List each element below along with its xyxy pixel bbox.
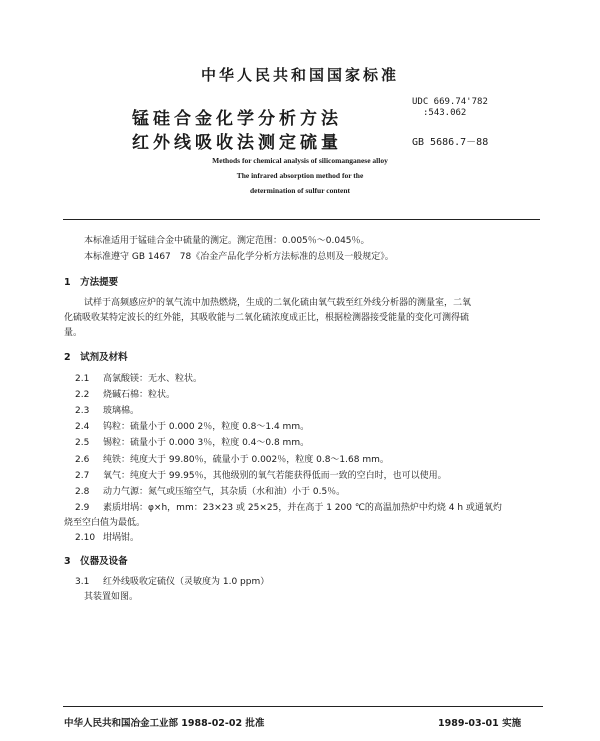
list-item xyxy=(75,531,139,545)
item-number: 2.2 xyxy=(75,390,90,400)
list-item xyxy=(75,469,447,483)
item-number: 2.6 xyxy=(75,455,90,465)
item-text: 锡粒：硫量小于 0.000 3％，粒度 0.4～0.8 mm。 xyxy=(103,438,310,448)
list-item xyxy=(75,575,269,589)
udc-code-line-1: UDC 669.74'782 xyxy=(412,97,488,107)
section-3-line-2: 其装置如图。 xyxy=(84,592,139,602)
list-item xyxy=(75,436,309,450)
gb-number: GB 5686.7－88 xyxy=(412,137,489,148)
standard-name: 中华人民共和国国家标准 xyxy=(200,66,399,84)
item-text: 红外线吸收定硫仪（灵敏度为 1.0 ppm） xyxy=(103,577,270,587)
list-item xyxy=(75,404,139,418)
title-line-2: 红外线吸收法测定硫量 xyxy=(132,133,342,153)
item-number: 2.8 xyxy=(75,487,90,497)
intro-paragraph-1: 本标准适用于锰硅合金中硫量的测定。测定范围：0.005％～0.045％。 xyxy=(84,236,370,246)
item-number: 2.1 xyxy=(75,374,90,384)
item-number: 2.7 xyxy=(75,471,90,481)
list-item xyxy=(75,501,502,515)
udc-code-line-2: :543.062 xyxy=(423,108,467,118)
item-text: 动力气源：氮气或压缩空气，其杂质（水和油）小于 0.5％。 xyxy=(103,487,346,497)
item-text: 坩埚钳。 xyxy=(103,533,140,543)
english-title-line-2: The infrared absorption method for the xyxy=(236,171,364,180)
section-2-heading: 2 试剂及材料 xyxy=(64,352,128,363)
item-text: 玻璃棉。 xyxy=(103,406,140,416)
english-title-line-3: determination of sulfur content xyxy=(249,186,351,195)
item-number: 2.5 xyxy=(75,438,90,448)
footer-divider xyxy=(63,706,543,707)
item-text: 纯铁：纯度大于 99.80％，硫量小于 0.002％，粒度 0.8～1.68 mm。 xyxy=(103,455,389,465)
implementation-date: 1989-03-01 实施 xyxy=(438,718,522,729)
intro-paragraph-2: 本标准遵守 GB 1467 78《冶金产品化学分析方法标准的总则及一般规定》。 xyxy=(84,252,394,262)
section-1-line-2: 化硫吸收某特定波长的红外能，其吸收能与二氧化硫浓度成正比，根据检测器接受能量的变化可测得硫 xyxy=(64,313,470,323)
item-number: 2.3 xyxy=(75,406,90,416)
item-text: 钨粒：硫量小于 0.000 2％，粒度 0.8～1.4 mm。 xyxy=(103,422,310,432)
item-text: 高氯酸镁：无水、粒状。 xyxy=(103,374,203,384)
item-text: 素质坩埚：φ×h，mm：23×23 或 25×25，并在高于 1 200 ℃的高温加热炉中灼烧 4 h 或通氧灼 xyxy=(103,503,502,513)
item-9-continuation: 烧至空白值为最低。 xyxy=(64,518,146,528)
section-3-heading: 3 仪器及设备 xyxy=(64,556,128,567)
section-1-line-1: 试样于高频感应炉的氧气流中加热燃烧，生成的二氧化硫由氧气载至红外线分析器的测量室，二氧 xyxy=(84,298,472,308)
list-item xyxy=(75,420,309,434)
item-number: 2.4 xyxy=(75,422,90,432)
item-text: 氧气：纯度大于 99.95％，其他级别的氧气若能获得低而一致的空白时，也可以使用。 xyxy=(103,471,447,481)
english-title-line-1: Methods for chemical analysis of silicomanganese alloy xyxy=(212,156,388,165)
section-1-line-3: 量。 xyxy=(64,328,83,338)
item-number: 2.9 xyxy=(75,503,90,513)
title-line-1: 锰硅合金化学分析方法 xyxy=(132,109,342,129)
list-item xyxy=(75,372,202,386)
list-item xyxy=(75,485,345,499)
approval-date: 中华人民共和国冶金工业部 1988-02-02 批准 xyxy=(64,718,265,729)
list-item xyxy=(75,388,175,402)
list-item xyxy=(75,453,389,467)
section-1-heading: 1 方法提要 xyxy=(64,277,119,288)
header-divider xyxy=(63,219,540,220)
item-number: 2.10 xyxy=(75,533,96,543)
item-text: 烧碱石棉：粒状。 xyxy=(103,390,176,400)
item-number: 3.1 xyxy=(75,577,90,587)
